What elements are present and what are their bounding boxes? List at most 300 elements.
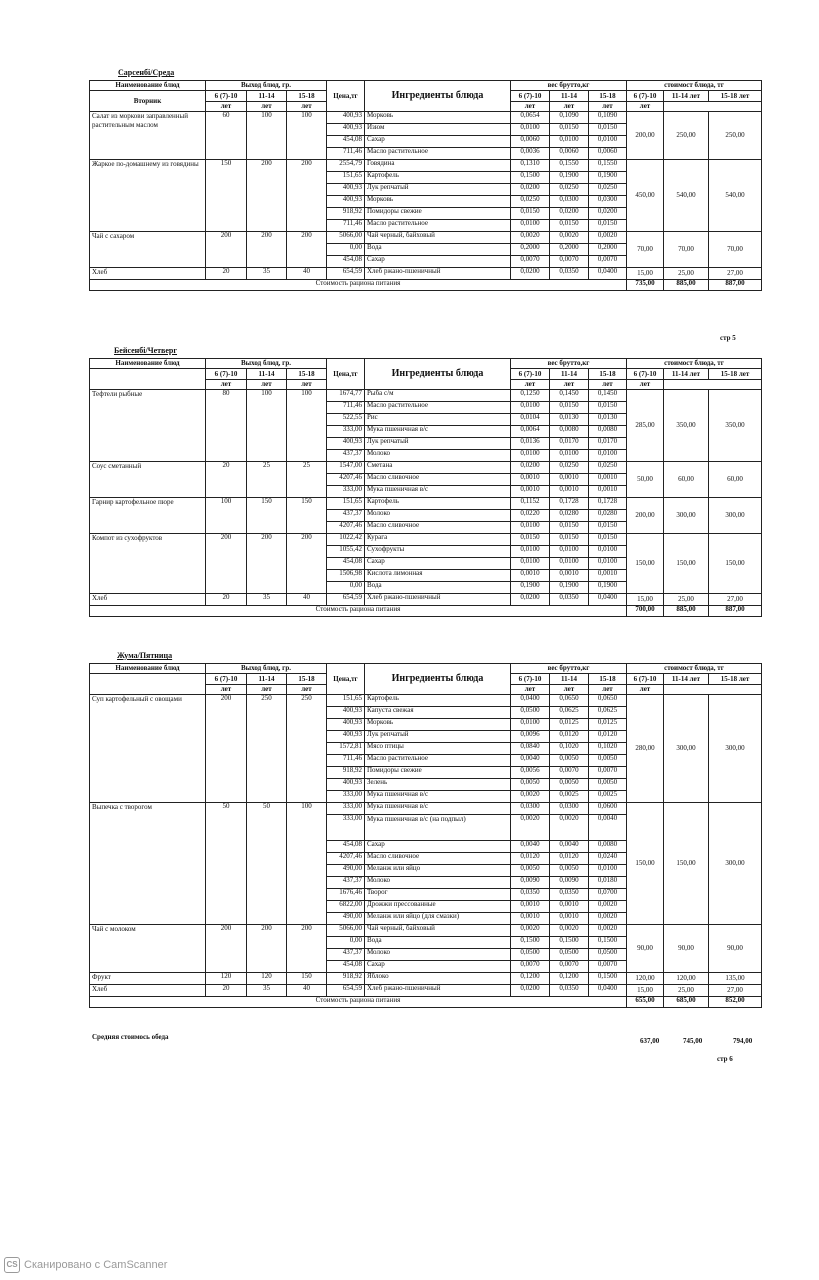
ingredient-price: 400,93 [327,731,365,743]
total-cost: 852,00 [709,997,762,1008]
header-weight: вес брутто,кг [511,359,627,369]
header-years: лет [247,380,287,390]
ingredient-row [90,534,762,546]
ingredient-weight: 0,0100 [589,450,627,462]
ingredient-name: Картофель [365,695,511,707]
header-age: 11-14 [550,674,589,685]
dish-cost: 25,00 [664,594,709,606]
ingredient-weight: 0,0010 [550,474,589,486]
header-age: 15-18 лет [709,91,762,102]
total-row [90,280,762,291]
dish-cost: 60,00 [664,462,709,498]
ingredient-price: 654,59 [327,594,365,606]
dish-cost: 90,00 [627,925,664,973]
dish-yield: 20 [206,268,247,280]
header-subtitle [90,369,206,390]
average-cost-value: 794,00 [733,1037,753,1045]
dish-cost: 200,00 [627,112,664,160]
ingredient-name: Масло растительное [365,220,511,232]
ingredient-name: Капуста свежая [365,707,511,719]
header-price: Цена,тг [327,81,365,112]
ingredient-weight: 0,0100 [511,402,550,414]
ingredient-weight: 0,1450 [589,390,627,402]
ingredient-weight: 0,0200 [511,184,550,196]
ingredient-weight: 0,1250 [511,390,550,402]
dish-cost: 27,00 [709,594,762,606]
total-cost: 885,00 [664,280,709,291]
dish-name: Жаркое по-домашнему из говядины [90,160,206,232]
ingredient-row [90,973,762,985]
header-age: 6 (7)-10 [206,91,247,102]
header-ingredients: Ингредиенты блюда [365,359,511,390]
ingredient-price: 711,46 [327,402,365,414]
ingredient-weight: 0,0080 [589,841,627,853]
ingredient-weight: 0,0280 [589,510,627,522]
ingredient-name: Мука пшеничная в/с [365,426,511,438]
ingredient-weight: 0,0170 [589,438,627,450]
header-age: 6 (7)-10 [511,91,550,102]
ingredient-name: Мука пшеничная в/с (на подпыл) [365,815,511,841]
ingredient-price: 918,92 [327,208,365,220]
header-subtitle: Вторник [90,91,206,112]
header-cost: стоимост блюда, тг [627,359,762,369]
ingredient-weight: 0,0100 [550,546,589,558]
dish-name: Выпечка с творогом [90,803,206,925]
dish-yield: 35 [247,985,287,997]
total-cost: 700,00 [627,606,664,617]
ingredient-weight: 0,0050 [589,779,627,791]
dish-yield: 150 [206,160,247,232]
ingredient-weight: 0,0150 [550,522,589,534]
ingredient-weight: 0,0010 [511,913,550,925]
ingredient-price: 400,93 [327,184,365,196]
header-age: 11-14 лет [664,674,709,685]
dish-name: Салат из моркови заправленный растительным маслом [90,112,206,160]
ingredient-weight: 0,0010 [589,474,627,486]
dish-cost: 300,00 [709,803,762,925]
ingredient-price: 400,93 [327,438,365,450]
ingredient-weight: 0,0020 [589,901,627,913]
dish-yield: 200 [287,232,327,268]
ingredient-weight: 0,0136 [511,438,550,450]
header-age: 15-18 [287,674,327,685]
dish-cost: 15,00 [627,985,664,997]
ingredient-weight: 0,0060 [550,148,589,160]
ingredient-row [90,695,762,707]
header-age: 11-14 [550,91,589,102]
dish-yield: 250 [247,695,287,803]
ingredient-name: Хлеб ржано-пшеничный [365,594,511,606]
ingredient-weight: 0,0150 [550,402,589,414]
header-age: 6 (7)-10 [511,369,550,380]
ingredient-weight: 0,1500 [511,172,550,184]
header-age: 15-18 [589,91,627,102]
dish-yield: 200 [287,925,327,973]
ingredient-weight: 0,0070 [550,256,589,268]
ingredient-name: Сметана [365,462,511,474]
ingredient-weight: 0,0125 [550,719,589,731]
ingredient-weight: 0,0350 [550,889,589,901]
header-dish-name: Наименование блюд [90,664,206,674]
dish-yield: 100 [247,390,287,462]
dish-yield: 50 [247,803,287,925]
header-age: 15-18 [287,91,327,102]
ingredient-price: 918,92 [327,767,365,779]
ingredient-name: Лук репчатый [365,184,511,196]
ingredient-weight: 0,0050 [511,865,550,877]
ingredient-name: Меланж или яйцо [365,865,511,877]
ingredient-name: Курага [365,534,511,546]
dish-cost: 27,00 [709,985,762,997]
ingredient-weight: 0,0500 [511,949,550,961]
ingredient-name: Чай черный, байховый [365,925,511,937]
dish-cost: 25,00 [664,268,709,280]
ingredient-weight: 0,0025 [589,791,627,803]
ingredient-weight: 0,0090 [511,877,550,889]
scanner-footer-text: Сканировано с CamScanner [24,1259,168,1271]
ingredient-row [90,462,762,474]
ingredient-price: 333,00 [327,426,365,438]
ingredient-name: Дрожжи прессованные [365,901,511,913]
ingredient-price: 1676,46 [327,889,365,901]
header-age: 11-14 [247,674,287,685]
header-age: 15-18 [589,674,627,685]
day-title: Сарсенбi/Среда [118,68,175,77]
header-years: лет [287,102,327,112]
ingredient-weight: 0,1500 [550,937,589,949]
ingredient-price: 400,93 [327,196,365,208]
ingredient-weight: 0,0020 [550,925,589,937]
total-cost: 885,00 [664,606,709,617]
dish-yield: 200 [247,534,287,594]
dish-name: Суп картофельный с овощами [90,695,206,803]
total-cost: 685,00 [664,997,709,1008]
dish-yield: 200 [287,534,327,594]
header-ingredients: Ингредиенты блюда [365,81,511,112]
ingredient-weight: 0,0625 [550,707,589,719]
dish-yield: 40 [287,594,327,606]
ingredient-price: 400,93 [327,124,365,136]
ingredient-name: Яблоко [365,973,511,985]
header-weight: вес брутто,кг [511,81,627,91]
ingredient-weight: 0,0010 [589,486,627,498]
ingredient-weight: 0,0180 [589,877,627,889]
header-age: 6 (7)-10 [511,674,550,685]
menu-table [89,663,762,1008]
ingredient-price: 2554,79 [327,160,365,172]
average-cost-value: 745,00 [683,1037,703,1045]
dish-yield: 35 [247,268,287,280]
ingredient-name: Молоко [365,877,511,889]
ingredient-weight: 0,0500 [550,949,589,961]
ingredient-weight: 0,0025 [550,791,589,803]
ingredient-weight: 0,0060 [511,136,550,148]
dish-yield: 20 [206,594,247,606]
ingredient-weight: 0,0120 [589,731,627,743]
header-age: 11-14 лет [664,369,709,380]
header-cost: стоимост блюда, тг [627,81,762,91]
header-age: 6 (7)-10 [206,369,247,380]
dish-name: Хлеб [90,985,206,997]
ingredient-price: 454,08 [327,136,365,148]
ingredient-price: 1055,42 [327,546,365,558]
ingredient-weight: 0,0040 [550,841,589,853]
ingredient-price: 1022,42 [327,534,365,546]
ingredient-weight: 0,0010 [589,570,627,582]
ingredient-weight: 0,0070 [550,961,589,973]
ingredient-weight: 0,1550 [589,160,627,172]
ingredient-name: Масло растительное [365,755,511,767]
ingredient-weight: 0,0200 [511,462,550,474]
ingredient-weight: 0,0240 [589,853,627,865]
ingredient-weight: 0,0300 [589,196,627,208]
ingredient-weight: 0,0500 [511,707,550,719]
dish-yield: 100 [287,390,327,462]
ingredient-name: Творог [365,889,511,901]
header-years: лет [627,380,664,390]
dish-cost: 350,00 [709,390,762,462]
dish-yield: 120 [247,973,287,985]
ingredient-name: Мука пшеничная в/с [365,486,511,498]
ingredient-weight: 0,0050 [550,779,589,791]
menu-section [89,80,761,291]
menu-section [89,358,761,617]
ingredient-weight: 0,0150 [589,220,627,232]
ingredient-price: 522,55 [327,414,365,426]
dish-name: Хлеб [90,594,206,606]
dish-name: Чай с молоком [90,925,206,973]
ingredient-weight: 0,0100 [550,450,589,462]
ingredient-weight: 0,0700 [589,889,627,901]
dish-yield: 25 [247,462,287,498]
ingredient-weight: 0,0020 [550,232,589,244]
ingredient-name: Говядина [365,160,511,172]
dish-yield: 250 [287,695,327,803]
header-age: 6 (7)-10 [627,674,664,685]
ingredient-price: 333,00 [327,815,365,841]
header-blank [664,102,762,112]
ingredient-weight: 0,0070 [550,767,589,779]
ingredient-weight: 0,0150 [550,220,589,232]
ingredient-name: Рис [365,414,511,426]
ingredient-weight: 0,0120 [550,731,589,743]
ingredient-weight: 0,0250 [550,462,589,474]
dish-yield: 200 [206,232,247,268]
ingredient-weight: 0,0036 [511,148,550,160]
ingredient-weight: 0,0500 [589,949,627,961]
header-yield: Выход блюд, гр. [206,81,327,91]
header-age: 11-14 [247,369,287,380]
ingredient-price: 400,93 [327,719,365,731]
header-years: лет [511,102,550,112]
ingredient-weight: 0,0020 [511,815,550,841]
ingredient-weight: 0,0150 [511,534,550,546]
ingredient-price: 151,65 [327,695,365,707]
ingredient-weight: 0,1900 [589,582,627,594]
ingredient-name: Вода [365,582,511,594]
dish-yield: 50 [206,803,247,925]
ingredient-weight: 0,1020 [589,743,627,755]
header-years: лет [206,102,247,112]
ingredient-weight: 0,0350 [550,268,589,280]
ingredient-price: 333,00 [327,803,365,815]
dish-yield: 20 [206,985,247,997]
ingredient-price: 5066,00 [327,925,365,937]
dish-yield: 150 [287,498,327,534]
header-years: лет [287,685,327,695]
ingredient-weight: 0,0010 [550,486,589,498]
ingredient-name: Зелень [365,779,511,791]
ingredient-weight: 0,1500 [511,937,550,949]
dish-cost: 90,00 [709,925,762,973]
dish-cost: 70,00 [664,232,709,268]
ingredient-weight: 0,0250 [589,462,627,474]
dish-yield: 100 [206,498,247,534]
ingredient-price: 0,00 [327,582,365,594]
header-age: 11-14 лет [664,91,709,102]
ingredient-weight: 0,0150 [589,402,627,414]
ingredient-price: 151,65 [327,498,365,510]
header-years: лет [247,685,287,695]
ingredient-name: Молоко [365,949,511,961]
ingredient-name: Морковь [365,196,511,208]
ingredient-weight: 0,1900 [550,582,589,594]
ingredient-weight: 0,0600 [589,803,627,815]
ingredient-name: Сахар [365,961,511,973]
dish-cost: 300,00 [709,498,762,534]
ingredient-price: 654,59 [327,985,365,997]
ingredient-weight: 0,0150 [589,534,627,546]
dish-cost: 150,00 [627,534,664,594]
ingredient-price: 4207,46 [327,522,365,534]
ingredient-weight: 0,0064 [511,426,550,438]
ingredient-name: Морковь [365,719,511,731]
total-row [90,997,762,1008]
ingredient-name: Картофель [365,172,511,184]
dish-cost: 540,00 [709,160,762,232]
header-age: 11-14 [550,369,589,380]
dish-yield: 200 [247,232,287,268]
ingredient-name: Хлеб ржано-пшеничный [365,985,511,997]
header-dish-name: Наименование блюд [90,81,206,91]
header-years: лет [550,380,589,390]
ingredient-price: 1506,98 [327,570,365,582]
dish-yield: 35 [247,594,287,606]
ingredient-name: Мука пшеничная в/с [365,803,511,815]
ingredient-row [90,112,762,124]
ingredient-weight: 0,0400 [589,268,627,280]
ingredient-weight: 0,0170 [550,438,589,450]
ingredient-weight: 0,1450 [550,390,589,402]
header-age: 11-14 [247,91,287,102]
header-years: лет [589,102,627,112]
ingredient-weight: 0,0020 [589,925,627,937]
page-number: стр 6 [717,1055,733,1063]
header-years: лет [589,380,627,390]
ingredient-weight: 0,0020 [589,232,627,244]
dish-yield: 100 [287,803,327,925]
day-title: Жума/Пятница [117,651,173,660]
ingredient-weight: 0,0020 [550,815,589,841]
ingredient-weight: 0,0130 [589,414,627,426]
dish-yield: 100 [247,112,287,160]
ingredient-weight: 0,0040 [511,755,550,767]
ingredient-weight: 0,0100 [589,136,627,148]
dish-cost: 150,00 [709,534,762,594]
ingredient-weight: 0,0125 [589,719,627,731]
ingredient-name: Мука пшеничная в/с [365,791,511,803]
header-years: лет [550,685,589,695]
ingredient-weight: 0,0200 [511,594,550,606]
ingredient-weight: 0,0100 [589,546,627,558]
ingredient-weight: 0,0050 [550,865,589,877]
header-subtitle [90,674,206,695]
ingredient-weight: 0,0104 [511,414,550,426]
ingredient-weight: 0,0060 [589,148,627,160]
dish-cost: 150,00 [627,803,664,925]
ingredient-row [90,498,762,510]
ingredient-price: 437,37 [327,877,365,889]
ingredient-weight: 0,0100 [511,220,550,232]
ingredient-name: Изюм [365,124,511,136]
ingredient-weight: 0,0200 [511,268,550,280]
dish-cost: 250,00 [664,112,709,160]
ingredient-price: 4207,46 [327,474,365,486]
dish-cost: 450,00 [627,160,664,232]
ingredient-weight: 0,0100 [589,558,627,570]
ingredient-row [90,985,762,997]
dish-yield: 200 [206,534,247,594]
ingredient-name: Сахар [365,256,511,268]
header-cost: стоимост блюда, тг [627,664,762,674]
dish-cost: 300,00 [709,695,762,803]
page-number: стр 5 [720,334,736,342]
ingredient-weight: 0,2000 [511,244,550,256]
ingredient-price: 1547,00 [327,462,365,474]
dish-name: Гарнир картофельное пюре [90,498,206,534]
dish-cost: 300,00 [664,498,709,534]
ingredient-name: Сахар [365,841,511,853]
ingredient-weight: 0,0200 [550,208,589,220]
ingredient-name: Масло растительное [365,148,511,160]
dish-cost: 280,00 [627,695,664,803]
ingredient-weight: 0,0200 [511,985,550,997]
ingredient-row [90,160,762,172]
ingredient-weight: 0,0280 [550,510,589,522]
dish-yield: 200 [206,925,247,973]
ingredient-weight: 0,0200 [589,208,627,220]
ingredient-weight: 0,1900 [511,582,550,594]
dish-name: Соус сметанный [90,462,206,498]
header-age: 15-18 [287,369,327,380]
ingredient-name: Морковь [365,112,511,124]
ingredient-weight: 0,0020 [589,913,627,925]
ingredient-weight: 0,0100 [550,558,589,570]
dish-yield: 150 [247,498,287,534]
total-cost: 655,00 [627,997,664,1008]
ingredient-weight: 0,0300 [550,803,589,815]
ingredient-name: Помидоры свежие [365,767,511,779]
header-years: лет [206,685,247,695]
ingredient-weight: 0,0150 [511,208,550,220]
ingredient-weight: 0,0100 [511,522,550,534]
ingredient-price: 711,46 [327,220,365,232]
ingredient-weight: 0,0650 [589,695,627,707]
ingredient-weight: 0,0070 [511,961,550,973]
ingredient-name: Масло сливочное [365,522,511,534]
ingredient-name: Сахар [365,558,511,570]
dish-yield: 120 [206,973,247,985]
